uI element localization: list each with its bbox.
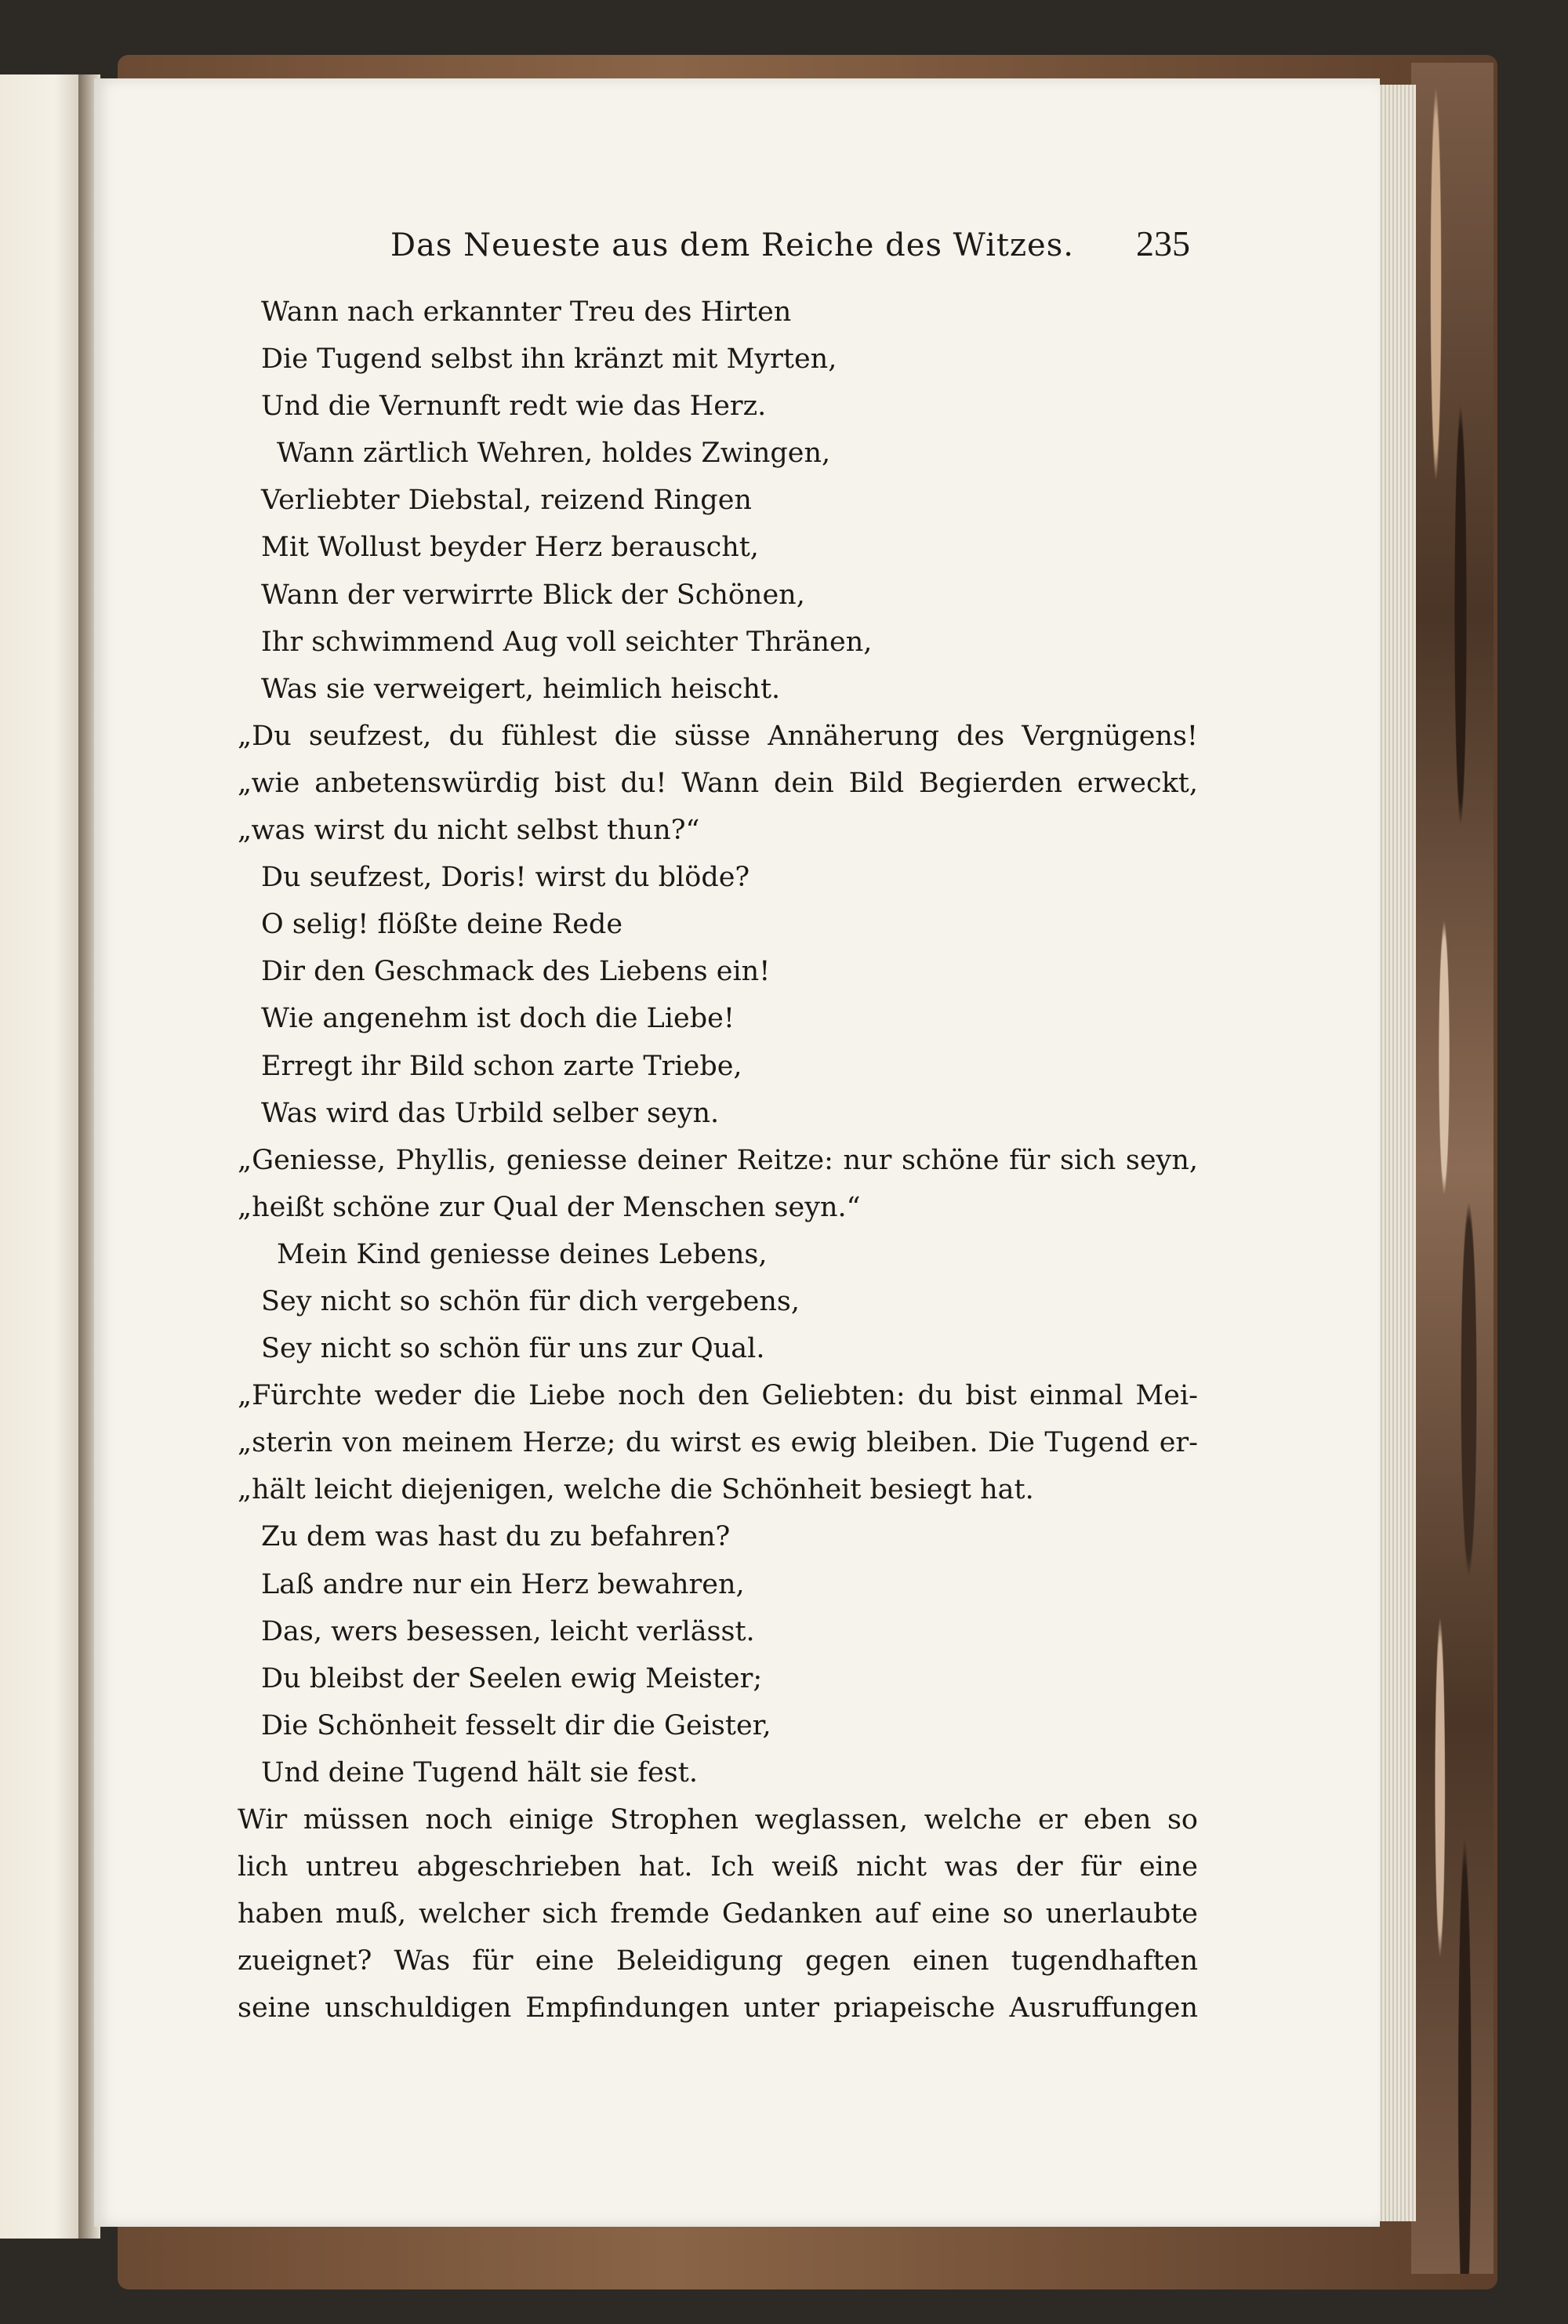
- text-line: „sterin von meinem Herze; du wirst es ewig bleiben. Die Tugend er-: [238, 1427, 1198, 1459]
- text-line: „Fürchte weder die Liebe noch den Geliebten: du bist einmal Mei-: [238, 1380, 1198, 1412]
- text-line: Wann nach erkannter Treu des Hirten: [261, 296, 792, 328]
- text-line: Wann zärtlich Wehren, holdes Zwingen,: [277, 438, 831, 470]
- running-title: Das Neueste aus dem Reiche des Witzes.: [390, 227, 1074, 263]
- text-line: Ihr schwimmend Aug voll seichter Thränen,: [261, 626, 873, 658]
- text-line: Was wird das Urbild selber seyn.: [261, 1097, 720, 1129]
- text-line: Du bleibst der Seelen ewig Meister;: [261, 1662, 763, 1694]
- text-line: Verliebter Diebstal, reizend Ringen: [261, 485, 752, 517]
- text-line: „was wirst du nicht selbst thun?“: [238, 815, 700, 847]
- text-line: Erregt ihr Bild schon zarte Triebe,: [261, 1050, 742, 1082]
- text-line: Du seufzest, Doris! wirst du blöde?: [261, 862, 750, 894]
- text-line: Laß andre nur ein Herz bewahren,: [261, 1568, 745, 1600]
- text-line: Wann der verwirrte Blick der Schönen,: [261, 579, 805, 611]
- text-line: „Du seufzest, du fühlest die süsse Annäherung des Vergnügens!: [238, 720, 1198, 752]
- text-line: lich untreu abgeschrieben hat. Ich weiß nicht was der für eine: [238, 1851, 1198, 1883]
- text-line: Was sie verweigert, heimlich heischt.: [261, 673, 781, 705]
- page-number: 235: [1136, 223, 1190, 263]
- text-line: Zu dem was hast du zu befahren?: [261, 1521, 731, 1553]
- page-text: [238, 289, 1198, 2032]
- text-line: Die Tugend selbst ihn kränzt mit Myrten,: [261, 343, 837, 376]
- text-line: haben muß, welcher sich fremde Gedanken auf eine so unerlaubte: [238, 1898, 1198, 1930]
- text-line: Sey nicht so schön für uns zur Qual.: [261, 1333, 765, 1365]
- text-line: Sey nicht so schön für dich vergebens,: [261, 1285, 800, 1317]
- text-line: seine unschuldigen Empfindungen unter priapeische Ausruffungen: [238, 1992, 1198, 2024]
- text-line: „hält leicht diejenigen, welche die Schönheit besiegt hat.: [238, 1474, 1034, 1506]
- text-line: „wie anbetenswürdig bist du! Wann dein Bild Begierden erweckt,: [238, 767, 1198, 799]
- text-line: O selig! flößte deine Rede: [261, 909, 623, 941]
- page-header: [390, 223, 1190, 274]
- text-line: Dir den Geschmack des Liebens ein!: [261, 956, 771, 988]
- text-line: „heißt schöne zur Qual der Menschen seyn.“: [238, 1191, 861, 1223]
- text-line: „Geniesse, Phyllis, geniesse deiner Reitze: nur schöne für sich seyn,: [238, 1144, 1198, 1176]
- text-line: Wie angenehm ist doch die Liebe!: [261, 1003, 735, 1035]
- marbled-edge: [1411, 63, 1494, 2274]
- text-line: Mit Wollust beyder Herz berauscht,: [261, 532, 759, 564]
- text-line: Die Schönheit fesselt dir die Geister,: [261, 1709, 771, 1741]
- text-line: Und die Vernunft redt wie das Herz.: [261, 390, 767, 423]
- left-page: [0, 74, 78, 2239]
- text-line: zueignet? Was für eine Beleidigung gegen einen tugendhaften: [238, 1945, 1198, 1977]
- text-line: Mein Kind geniesse deines Lebens,: [277, 1238, 768, 1270]
- text-line: Wir müssen noch einige Strophen weglassen, welche er eben so: [238, 1804, 1198, 1836]
- text-line: Und deine Tugend hält sie fest.: [261, 1756, 698, 1788]
- page-stack-edge: [1378, 85, 1416, 2221]
- text-line: Das, wers besessen, leicht verlässt.: [261, 1615, 755, 1647]
